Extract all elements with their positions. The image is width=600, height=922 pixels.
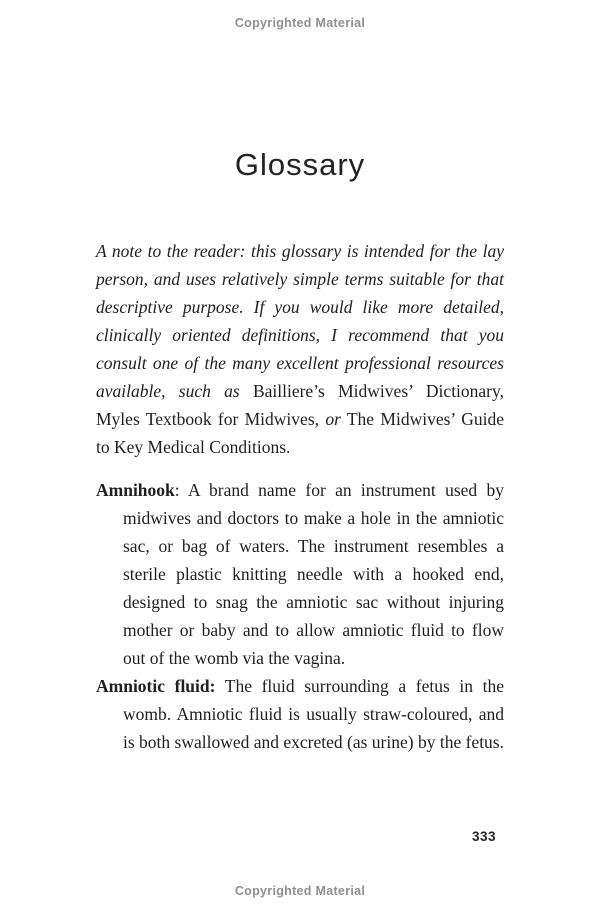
entry-separator-amniotic-fluid [215, 676, 224, 696]
entry-term-amnihook: Amnihook [96, 480, 175, 500]
entry-separator-amnihook: : [174, 480, 188, 500]
reader-note-book-titles: Bailliere’s Midwives’ Dictionary, Myles Textbook for Midwives, [96, 381, 504, 429]
reader-note-italic-lead: A note to the reader: this glossary is intended for the lay person, and uses relatively simple terms suitable for that descriptive purpose. If you would like more detailed, clinically oriented definitions, I recommend that you consult one of the many excellent professional resources available, such as [96, 241, 504, 401]
copyright-notice-bottom: Copyrighted Material [234, 884, 366, 898]
entry-definition-amniotic-fluid: The fluid surrounding a fetus in the womb. Amniotic fluid is usually straw-coloured, and is both swallowed and excreted (as urine) by the fetus. [123, 676, 504, 752]
page-title: Glossary [234, 147, 366, 182]
entry-definition-amnihook: A brand name for an instrument used by midwives and doctors to make a hole in the amniotic sac, or bag of waters. The instrument resembles a sterile plastic knitting needle with a hooked end, designed to snag the amniotic sac without injuring mother or baby and to allow amniotic fluid to flow out of the womb via the vagina. [123, 480, 504, 668]
page-content [96, 146, 504, 756]
glossary-entry-amniotic-fluid [96, 672, 504, 756]
glossary-entry-amnihook [96, 476, 504, 672]
reader-note-book-title-last: The Midwives’ Guide to Key Medical Conditions. [96, 409, 504, 457]
page-number: 333 [471, 829, 496, 844]
copyright-notice-top: Copyrighted Material [234, 16, 366, 30]
reader-note-italic-or: or [319, 409, 341, 429]
entry-term-amniotic-fluid: Amniotic fluid: [96, 676, 216, 696]
reader-note [96, 237, 504, 461]
